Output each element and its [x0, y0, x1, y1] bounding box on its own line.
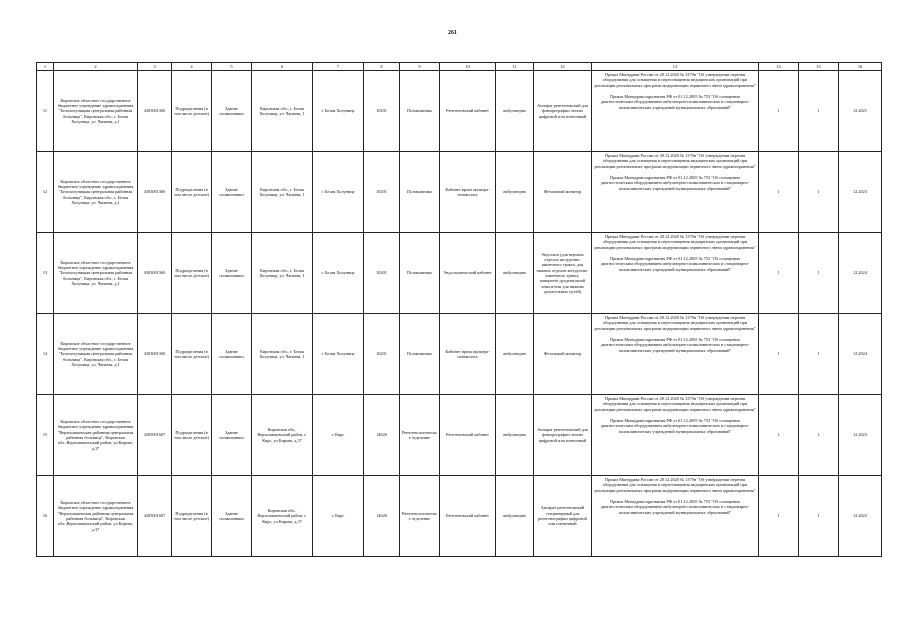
quantity-cell: 1 [759, 152, 799, 233]
basis-cell [592, 476, 759, 557]
equipment-table [36, 62, 882, 557]
organization-cell: Кировское областное государственное бюджетное учреждение здравоохранения "Белохолуницкая центральная районная больница", Кировская обл., г. Белая Холуница, ул. Чапаева, д.1 [54, 152, 138, 233]
table-row [37, 476, 882, 557]
column-header: 12 [534, 63, 592, 71]
organization-cell: Кировское областное государственное бюджетное учреждение здравоохранения "Белохолуницкая центральная районная больница", Кировская обл., г. Белая Холуница, ул. Чапаева, д.1 [54, 71, 138, 152]
table-row [37, 314, 882, 395]
unit-cell: Поликлиника [400, 314, 440, 395]
division-type-cell: Подразделения (в том числе детские) [172, 152, 212, 233]
date-cell: 12.2023 [839, 152, 882, 233]
address-cell: Кировская обл., г. Белая Холуница, ул. Чапаева, 1 [252, 233, 313, 314]
column-header: 16 [839, 63, 882, 71]
unit-cell: Поликлиника [400, 233, 440, 314]
unit-cell: Рентгенологическое отделение [400, 476, 440, 557]
care-type-cell: амбулаторно [496, 476, 534, 557]
unit-cell: Рентгенологическое отделение [400, 395, 440, 476]
equipment-cell: Аппарат рентгеновский для флюорографии легких цифровой или пленочный [534, 395, 592, 476]
division-type-cell: Подразделения (в том числе детские) [172, 71, 212, 152]
address-cell: Кировская обл., Верхошижемский район, г. Кирс, ул.Кирова, д.37 [252, 395, 313, 476]
basis-order-753: Приказ Минздравсоцразвития РФ от 01.12.2005 № 753 "Об оснащении диагностическим оборудованием амбулаторно-поликлинических и стационарно-поликлинических учреждений муниципальных образований" [600, 337, 750, 353]
row-number: 15 [37, 395, 54, 476]
care-type-cell: амбулаторно [496, 233, 534, 314]
row-number: 13 [37, 233, 54, 314]
column-header: 8 [364, 63, 400, 71]
organization-cell: Кировское областное государственное бюджетное учреждение здравоохранения "Верхошижемская районная центральная районная больница", Кировская обл.,Верхошижемский район, ул.Кирова, д.37 [54, 395, 138, 476]
room-cell: Рентгеновский кабинет [440, 476, 496, 557]
table-header-row [37, 63, 882, 71]
building-cell: Здание поликлиники [212, 71, 252, 152]
unit-cell: Поликлиника [400, 71, 440, 152]
room-cell: Кабинет врача акушера-гинеколога [440, 152, 496, 233]
basis-cell [592, 152, 759, 233]
code-cell: 4303001360 [138, 71, 172, 152]
address-cell: Кировская обл., Верхошижемский район, г. Кирс, ул.Кирова, д.37 [252, 476, 313, 557]
column-header: 3 [138, 63, 172, 71]
building-cell: Здание поликлиники [212, 233, 252, 314]
code-cell: 4305001687 [138, 395, 172, 476]
building-cell: Здание поликлиники [212, 476, 252, 557]
table-row [37, 152, 882, 233]
care-type-cell: амбулаторно [496, 395, 534, 476]
okato-cell: 10201 [364, 314, 400, 395]
city-cell: г. Белая Холуница [313, 152, 364, 233]
building-cell: Здание поликлиники [212, 395, 252, 476]
date-cell: 12.2024 [839, 314, 882, 395]
room-cell: Рентгеновский кабинет [440, 395, 496, 476]
row-number: 16 [37, 476, 54, 557]
basis-order-753: Приказ Минздравсоцразвития РФ от 01.12.2005 № 753 "Об оснащении диагностическим оборудованием амбулаторно-поликлинических и стационарно-поликлинических учреждений муниципальных образований" [600, 418, 750, 434]
care-type-cell: амбулаторно [496, 314, 534, 395]
city-cell: г. Кирс [313, 476, 364, 557]
quantity-cell: 1 [759, 314, 799, 395]
column-header: 10 [440, 63, 496, 71]
room-cell: Эндоскопический кабинет [440, 233, 496, 314]
care-type-cell: амбулаторно [496, 71, 534, 152]
row-number: 14 [37, 314, 54, 395]
basis-cell [592, 233, 759, 314]
city-cell: г. Белая Холуница [313, 314, 364, 395]
column-header: 15 [799, 63, 839, 71]
address-cell: Кировская обл., г. Белая Холуница, ул. Чапаева, 1 [252, 314, 313, 395]
code-cell: 4303001360 [138, 152, 172, 233]
quantity-cell: 1 [799, 314, 839, 395]
table-row [37, 395, 882, 476]
basis-order-753: Приказ Минздравсоцразвития РФ от 01.12.2005 № 753 "Об оснащении диагностическим оборудованием амбулаторно-поликлинических и стационарно-поликлинических учреждений муниципальных образований" [600, 175, 750, 191]
table-row [37, 233, 882, 314]
okato-cell: 10201 [364, 152, 400, 233]
date-cell: 12.2024 [839, 233, 882, 314]
column-header: 2 [54, 63, 138, 71]
basis-cell [592, 71, 759, 152]
column-header: 6 [252, 63, 313, 71]
code-cell: 4305001687 [138, 476, 172, 557]
room-cell: Рентгеновский кабинет [440, 71, 496, 152]
column-header: 11 [496, 63, 534, 71]
quantity-cell: 1 [759, 71, 799, 152]
city-cell: г. Белая Холуница [313, 233, 364, 314]
okato-cell: 14626 [364, 476, 400, 557]
basis-cell [592, 395, 759, 476]
column-header: 1 [37, 63, 54, 71]
column-header: 7 [313, 63, 364, 71]
okato-cell: 10201 [364, 71, 400, 152]
quantity-cell: 1 [799, 395, 839, 476]
basis-cell [592, 314, 759, 395]
organization-cell: Кировское областное государственное бюджетное учреждение здравоохранения "Верхошижемская районная центральная районная больница", Кировская обл.,Верхошижемский район, ул.Кирова, д.37 [54, 476, 138, 557]
care-type-cell: амбулаторно [496, 152, 534, 233]
basis-order-1379: Приказ Минздрава России от 28.12.2020 № 1379н "Об утверждении перечня оборудования для оснащения и переоснащения медицинских организаций при реализации региональных программ модернизации первичного звена здравоохранения" [594, 72, 756, 88]
division-type-cell: Подразделения (в том числе детские) [172, 314, 212, 395]
row-number: 11 [37, 71, 54, 152]
column-header: 13 [592, 63, 759, 71]
column-header: 5 [212, 63, 252, 71]
division-type-cell: Подразделения (в том числе детские) [172, 233, 212, 314]
city-cell: г. Белая Холуница [313, 71, 364, 152]
code-cell: 4303001360 [138, 314, 172, 395]
okato-cell: 10201 [364, 233, 400, 314]
equipment-cell: Фетальный монитор [534, 152, 592, 233]
column-header: 4 [172, 63, 212, 71]
address-cell: Кировская обл., г. Белая Холуница, ул. Чапаева, 1 [252, 71, 313, 152]
city-cell: г. Кирс [313, 395, 364, 476]
basis-order-753: Приказ Минздравсоцразвития РФ от 01.12.2005 № 753 "Об оснащении диагностическим оборудованием амбулаторно-поликлинических и стационарно-поликлинических учреждений муниципальных образований" [600, 499, 750, 515]
column-header: 9 [400, 63, 440, 71]
date-cell: 12.2021 [839, 71, 882, 152]
quantity-cell: 1 [799, 152, 839, 233]
quantity-cell: 1 [799, 233, 839, 314]
page-number: 261 [448, 30, 457, 36]
equipment-cell: Аппарат рентгеновский для флюорографии легких цифровой или пленочный [534, 71, 592, 152]
table-row [37, 71, 882, 152]
basis-order-753: Приказ Минздравсоцразвития РФ от 01.12.2005 № 753 "Об оснащении диагностическим оборудованием амбулаторно-поликлинических и стационарно-поликлинических учреждений муниципальных образований" [600, 94, 750, 110]
division-type-cell: Подразделения (в том числе детские) [172, 476, 212, 557]
address-cell: Кировская обл., г. Белая Холуница, ул. Чапаева, 1 [252, 152, 313, 233]
quantity-cell: 1 [759, 233, 799, 314]
equipment-cell: Аппарат рентгеновский стационарный для рентгенографии цифровой или пленочный [534, 476, 592, 557]
equipment-cell: Фетальный монитор [534, 314, 592, 395]
building-cell: Здание поликлиники [212, 152, 252, 233]
date-cell: 12.2022 [839, 476, 882, 557]
basis-order-1379: Приказ Минздрава России от 28.12.2020 № 1379н "Об утверждении перечня оборудования для оснащения и переоснащения медицинских организаций при реализации региональных программ модернизации первичного звена здравоохранения" [594, 234, 756, 250]
quantity-cell: 1 [759, 395, 799, 476]
building-cell: Здание поликлиники [212, 314, 252, 395]
quantity-cell: 1 [799, 71, 839, 152]
quantity-cell: 1 [799, 476, 839, 557]
equipment-cell: Эндоскоп (для верхних отделов желудочно-кишечного тракта, для нижних отделов желудочно-кишечного тракта, панкреато-дуоденальной зоны и/или для нижних дыхательных путей) [534, 233, 592, 314]
row-number: 12 [37, 152, 54, 233]
basis-order-1379: Приказ Минздрава России от 28.12.2020 № 1379н "Об утверждении перечня оборудования для оснащения и переоснащения медицинских организаций при реализации региональных программ модернизации первичного звена здравоохранения" [594, 477, 756, 493]
basis-order-1379: Приказ Минздрава России от 28.12.2020 № 1379н "Об утверждении перечня оборудования для оснащения и переоснащения медицинских организаций при реализации региональных программ модернизации первичного звена здравоохранения" [594, 315, 756, 331]
basis-order-753: Приказ Минздравсоцразвития РФ от 01.12.2005 № 753 "Об оснащении диагностическим оборудованием амбулаторно-поликлинических и стационарно-поликлинических учреждений муниципальных образований" [600, 256, 750, 272]
division-type-cell: Подразделения (в том числе детские) [172, 395, 212, 476]
room-cell: Кабинет врача акушера-гинеколога [440, 314, 496, 395]
code-cell: 4303001360 [138, 233, 172, 314]
basis-order-1379: Приказ Минздрава России от 28.12.2020 № 1379н "Об утверждении перечня оборудования для оснащения и переоснащения медицинских организаций при реализации региональных программ модернизации первичного звена здравоохранения" [594, 153, 756, 169]
organization-cell: Кировское областное государственное бюджетное учреждение здравоохранения "Белохолуницкая центральная районная больница", Кировская обл., г. Белая Холуница, ул. Чапаева, д.1 [54, 314, 138, 395]
organization-cell: Кировское областное государственное бюджетное учреждение здравоохранения "Белохолуницкая центральная районная больница", Кировская обл., г. Белая Холуница, ул. Чапаева, д.1 [54, 233, 138, 314]
date-cell: 12.2023 [839, 395, 882, 476]
basis-order-1379: Приказ Минздрава России от 28.12.2020 № 1379н "Об утверждении перечня оборудования для оснащения и переоснащения медицинских организаций при реализации региональных программ модернизации первичного звена здравоохранения" [594, 396, 756, 412]
quantity-cell: 1 [759, 476, 799, 557]
unit-cell: Поликлиника [400, 152, 440, 233]
column-header: 14 [759, 63, 799, 71]
okato-cell: 14626 [364, 395, 400, 476]
